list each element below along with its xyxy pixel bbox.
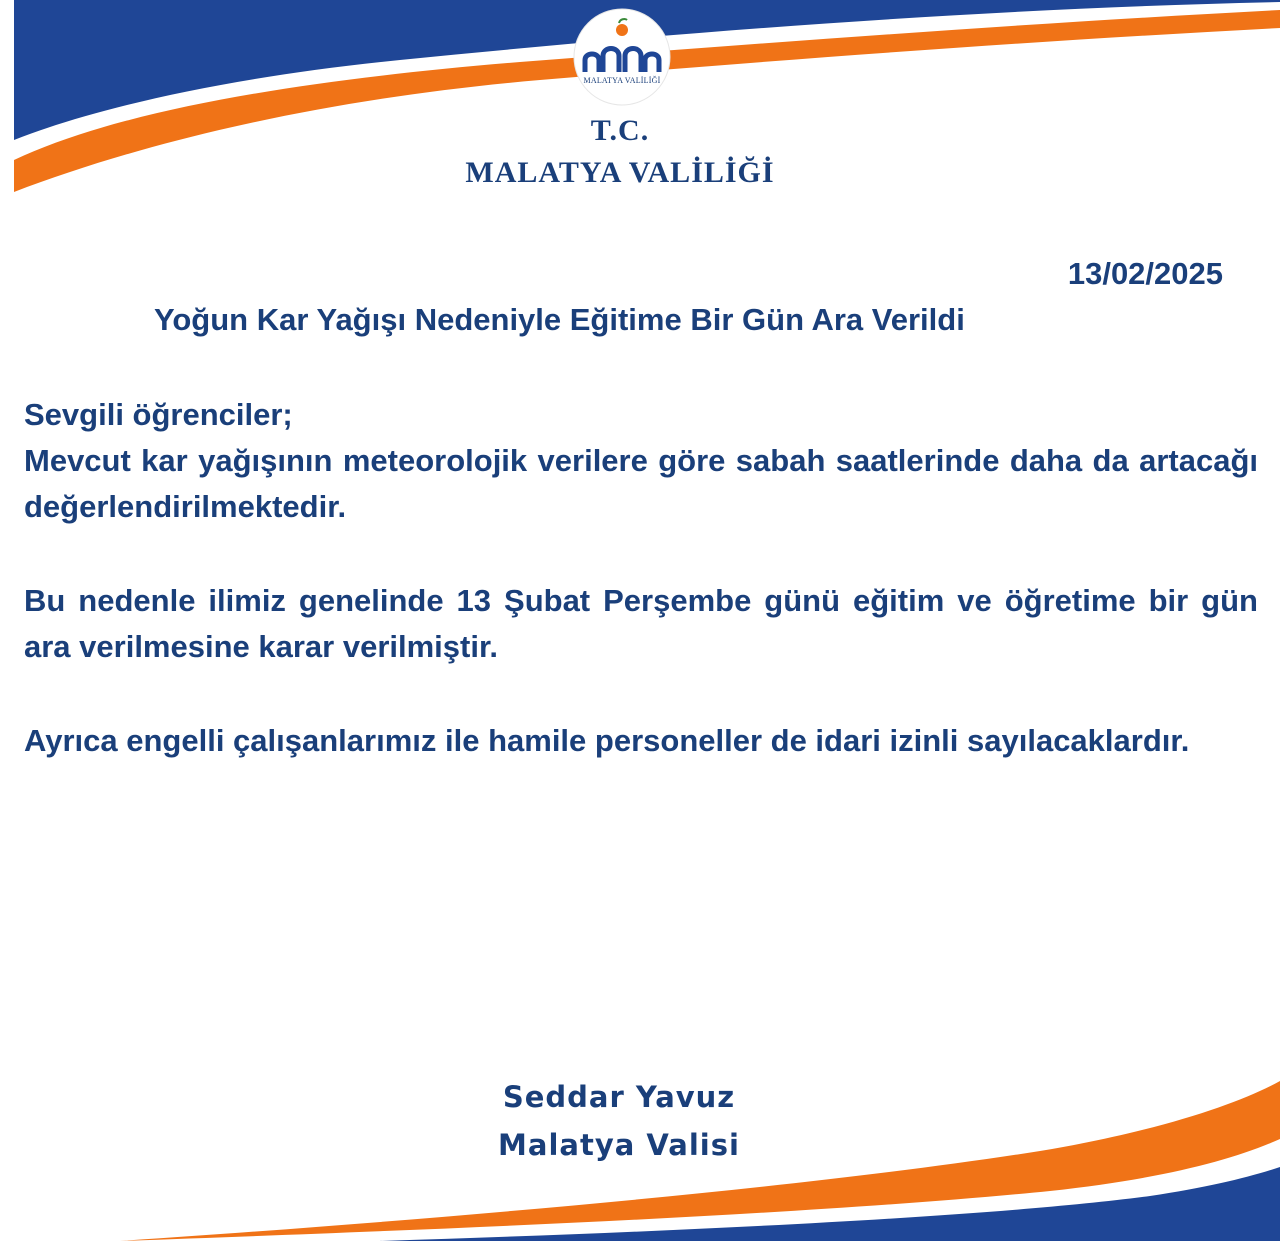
logo-caption: MALATYA VALİLİĞİ — [583, 76, 661, 85]
signatory-name: Seddar Yavuz — [502, 1080, 736, 1114]
signatory-title: Malatya Valisi — [498, 1128, 740, 1162]
document-title: Yoğun Kar Yağışı Nedeniyle Eğitime Bir Gün Ara Verildi — [154, 302, 965, 337]
greeting-text: Sevgili öğrenciler; — [24, 397, 293, 432]
paragraph-1: Mevcut kar yağışının meteorolojik verilere göre sabah saatlerinde daha da artacağı değerlendirilmektedir. — [24, 443, 1258, 524]
paragraph-3: Ayrıca engelli çalışanlarımız ile hamile personeller de idari izinli sayılacaklardır. — [24, 723, 1190, 758]
malatya-governorship-logo — [573, 8, 671, 106]
org-line-name: MALATYA VALİLİĞİ — [465, 156, 775, 189]
paragraph-2: Bu nedenle ilimiz genelinde 13 Şubat Perşembe günü eğitim ve öğretime bir gün ara verilmesine karar verilmiştir. — [24, 583, 1258, 664]
org-line-tc: T.C. — [590, 114, 650, 147]
logo-emblem-icon — [573, 8, 671, 106]
document-date: 13/02/2025 — [1067, 256, 1223, 291]
footer-wave-decoration — [0, 1081, 1280, 1241]
